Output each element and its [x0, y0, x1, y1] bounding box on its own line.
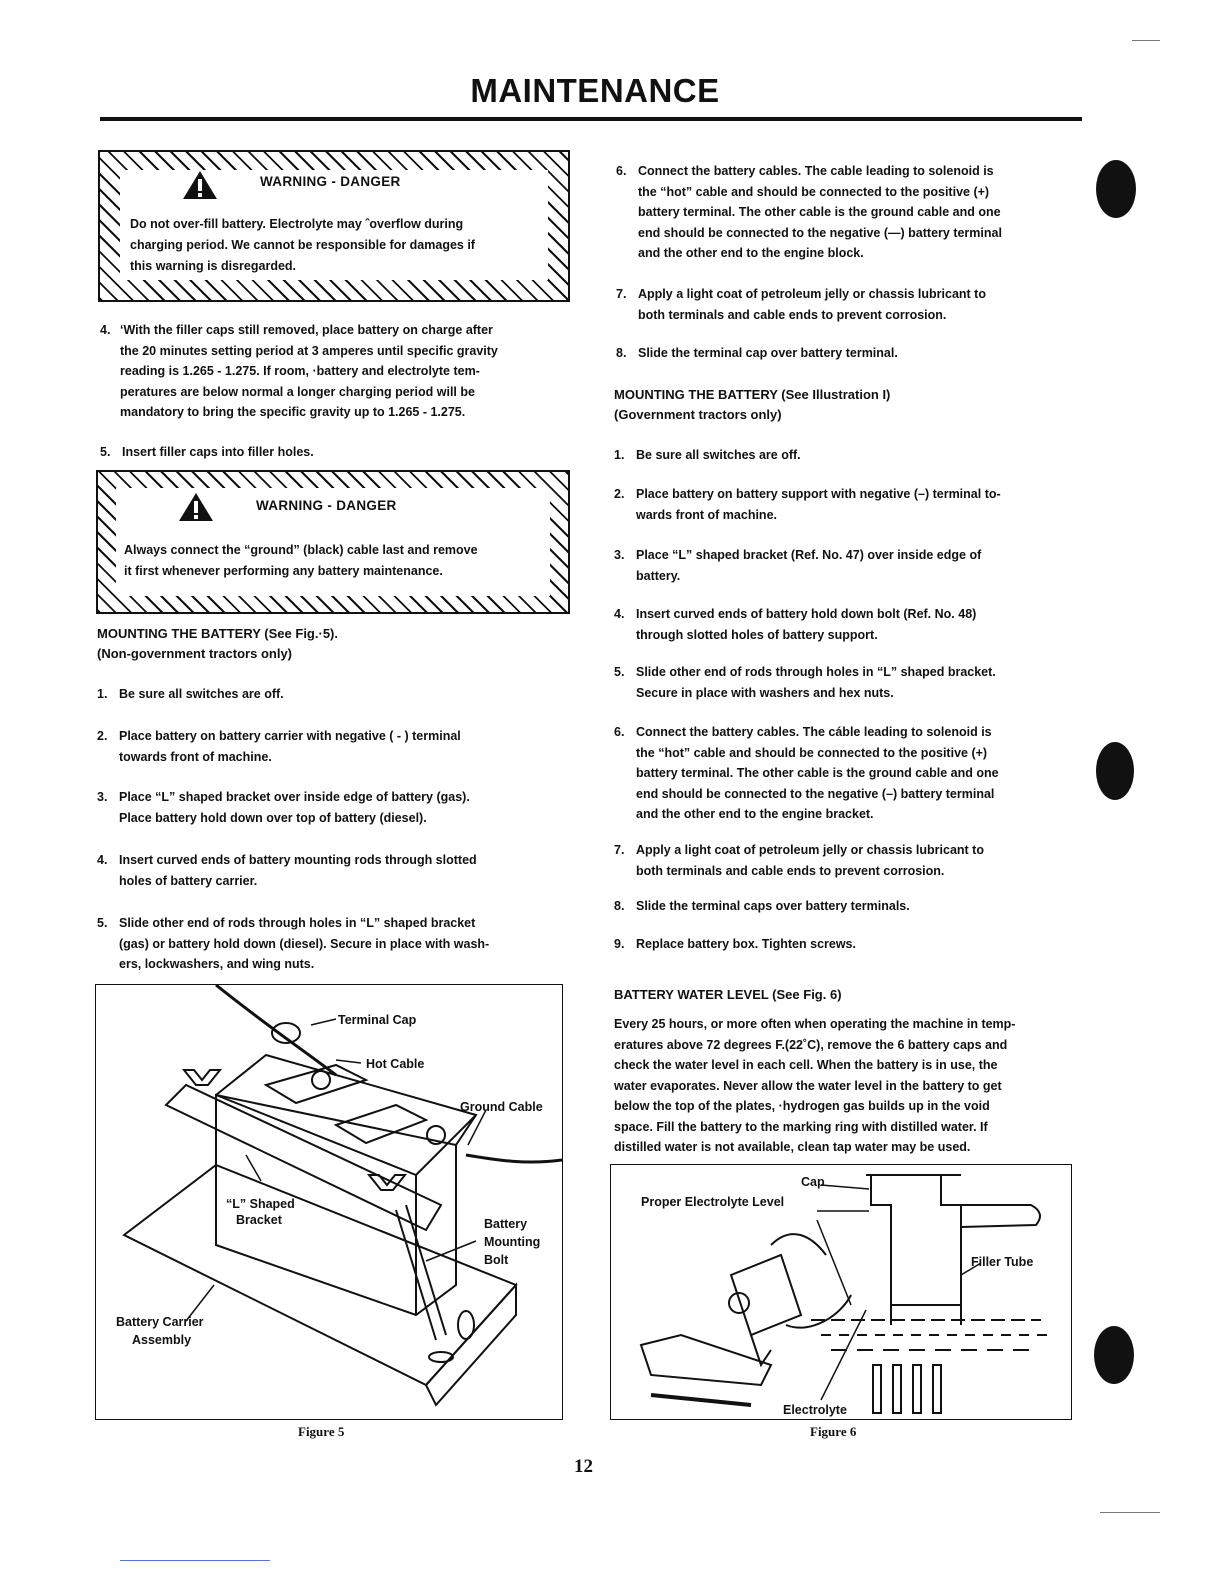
text-line: Insert curved ends of battery hold down bolt (Ref. No. 48): [636, 607, 977, 621]
label-mounting: Mounting: [484, 1235, 541, 1249]
text-line: Connect the battery cables. The cable leading to solenoid is: [638, 164, 994, 178]
battery-mounting-illustration: [96, 985, 562, 1419]
item-number: 1.: [614, 448, 625, 462]
label-bracket: Bracket: [236, 1213, 282, 1227]
text-line: Connect the battery cables. The cáble leading to solenoid is: [636, 725, 992, 739]
item-number: 5.: [100, 445, 111, 459]
warning-line: charging period. We cannot be responsible for damages if: [130, 238, 475, 252]
warning-panel: [120, 170, 548, 280]
text-line: Place battery hold down over top of battery (diesel).: [119, 810, 427, 825]
text-line: the “hot” cable and should be connected to the positive (+): [638, 184, 990, 199]
warning-panel: [116, 488, 550, 596]
section-heading: BATTERY WATER LEVEL (See Fig. 6): [614, 987, 842, 1002]
item-number: 1.: [97, 687, 108, 701]
item-number: 3.: [97, 790, 108, 804]
text-line: (gas) or battery hold down (diesel). Secure in place with wash-: [119, 936, 490, 951]
text-line: Slide other end of rods through holes in “L” shaped bracket: [119, 916, 476, 930]
warning-triangle-icon: [178, 492, 214, 522]
item-text: [636, 840, 984, 881]
text-line: Place battery on battery support with negative (–) terminal to-: [636, 487, 1001, 501]
item-text: [119, 787, 470, 828]
item-number: 8.: [616, 346, 627, 360]
text-line: space. Fill the battery to the marking ring with distilled water. If: [614, 1119, 988, 1134]
warning-line: Always connect the “ground” (black) cable last and remove: [124, 543, 478, 557]
item-text: [119, 913, 489, 975]
warning-box-overfill: [98, 150, 570, 302]
item-text: [636, 545, 981, 586]
text-line: holes of battery carrier.: [119, 873, 258, 888]
item-text: Insert filler caps into filler holes.: [122, 445, 314, 459]
text-line: Apply a light coat of petroleum jelly or chassis lubricant to: [638, 287, 986, 301]
text-line: both terminals and cable ends to prevent corrosion.: [636, 863, 945, 878]
item-number: 6.: [616, 164, 627, 178]
text-line: the “hot” cable and should be connected to the positive (+): [636, 745, 988, 760]
text-line: check the water level in each cell. When the battery is in use, the: [614, 1058, 998, 1072]
text-line: both terminals and cable ends to prevent corrosion.: [638, 307, 947, 322]
item-number: 2.: [614, 487, 625, 501]
text-line: and the other end to the engine bracket.: [636, 807, 874, 821]
text-line: distilled water is not available, clean tap water may be used.: [614, 1140, 971, 1154]
item-text: Replace battery box. Tighten screws.: [636, 937, 856, 951]
warning-title: WARNING - DANGER: [260, 174, 401, 189]
text-line: battery.: [636, 568, 681, 583]
item-number: 4.: [614, 607, 625, 621]
section-heading: [97, 624, 338, 664]
warning-text: [130, 214, 475, 277]
text-line: battery terminal. The other cable is the ground cable and one: [636, 766, 999, 780]
label-cap: Cap: [801, 1175, 825, 1189]
label-bolt: Bolt: [484, 1253, 509, 1267]
item-number: 5.: [614, 665, 625, 679]
item-number: 2.: [97, 729, 108, 743]
text-line: end should be connected to the negative (–) battery terminal: [636, 786, 995, 801]
text-line: Every 25 hours, or more often when operating the machine in temp-: [614, 1017, 1016, 1031]
label-assembly: Assembly: [132, 1333, 192, 1347]
figure-5-caption: Figure 5: [298, 1424, 345, 1439]
scan-speck: [1100, 1512, 1160, 1513]
page-title: MAINTENANCE: [470, 72, 720, 109]
label-l-shaped: “L” Shaped: [226, 1197, 295, 1211]
item-text: Slide the terminal caps over battery terminals.: [636, 899, 910, 913]
text-line: Place battery on battery carrier with negative ( - ) terminal: [119, 729, 461, 743]
text-line: end should be connected to the negative (—) battery terminal: [638, 225, 1002, 240]
binder-hole-mark: [1096, 160, 1136, 218]
heading-line: MOUNTING THE BATTERY (See Illustration I): [614, 387, 891, 402]
label-hot-cable: Hot Cable: [366, 1057, 425, 1071]
text-line: the 20 minutes setting period at 3 amperes until specific gravity: [120, 343, 498, 358]
text-line: ers, lockwashers, and wing nuts.: [119, 957, 315, 971]
text-line: through slotted holes of battery support.: [636, 627, 878, 642]
text-line: reading is 1.265 - 1.275. If room, ·battery and electrolyte tem-: [120, 364, 480, 378]
text-line: Slide other end of rods through holes in “L” shaped bracket.: [636, 665, 996, 679]
heading-subline: (Government tractors only): [614, 407, 782, 422]
item-number: 8.: [614, 899, 625, 913]
text-line: Place “L” shaped bracket over inside edge of battery (gas).: [119, 790, 470, 804]
label-terminal-cap: Terminal Cap: [338, 1013, 417, 1027]
item-number: 7.: [616, 287, 627, 301]
warning-triangle-icon: [182, 170, 218, 200]
scan-speck: [1132, 40, 1160, 41]
text-line: Place “L” shaped bracket (Ref. No. 47) over inside edge of: [636, 548, 982, 562]
warning-title: WARNING - DANGER: [256, 498, 397, 513]
text-line: Insert curved ends of battery mounting rods through slotted: [119, 853, 477, 867]
text-line: wards front of machine.: [636, 507, 777, 522]
item-number: 7.: [614, 843, 625, 857]
text-line: ‘With the filler caps still removed, place battery on charge after: [120, 323, 493, 337]
item-number: 5.: [97, 916, 108, 930]
text-line: battery terminal. The other cable is the ground cable and one: [638, 205, 1001, 219]
title-rule: [100, 117, 1082, 121]
text-line: Secure in place with washers and hex nuts.: [636, 685, 894, 700]
item-text: [636, 662, 996, 703]
item-text: [636, 484, 1001, 525]
item-number: 6.: [614, 725, 625, 739]
page-number: 12: [574, 1456, 593, 1477]
figure-6-caption: Figure 6: [810, 1424, 857, 1439]
label-ground-cable: Ground Cable: [460, 1100, 543, 1114]
label-filler-tube: Filler Tube: [971, 1255, 1034, 1269]
item-number: 4.: [100, 323, 111, 337]
figure-5-battery-mounting: [95, 984, 563, 1420]
label-battery-carrier: Battery Carrier: [116, 1315, 204, 1329]
item-text: [120, 320, 498, 423]
warning-line: Do not over-fill battery. Electrolyte may ˆoverflow during: [130, 217, 464, 231]
figure-6-water-level: [610, 1164, 1072, 1420]
item-text: Be sure all switches are off.: [636, 448, 801, 462]
item-number: 4.: [97, 853, 108, 867]
item-text: [636, 604, 976, 645]
item-text: [638, 284, 986, 325]
warning-text: [124, 540, 478, 582]
heading-subline: (Non-government tractors only): [97, 646, 293, 661]
text-line: Apply a light coat of petroleum jelly or chassis lubricant to: [636, 843, 984, 857]
label-electrolyte: Electrolyte: [783, 1403, 847, 1417]
text-line: towards front of machine.: [119, 749, 272, 764]
item-number: 9.: [614, 937, 625, 951]
warning-line: this warning is disregarded.: [130, 259, 297, 273]
warning-line: it first whenever performing any battery maintenance.: [124, 564, 443, 578]
item-text: [638, 161, 1002, 264]
item-text: [119, 850, 477, 891]
text-line: mandatory to bring the specific gravity up to 1.265 - 1.275.: [120, 405, 466, 419]
heading-line: MOUNTING THE BATTERY (See Fig.·5).: [97, 626, 338, 641]
binder-hole-mark: [1096, 742, 1134, 800]
item-text: Be sure all switches are off.: [119, 687, 284, 701]
water-level-paragraph: [614, 1014, 1084, 1158]
item-number: 3.: [614, 548, 625, 562]
item-text: [636, 722, 999, 825]
item-text: [119, 726, 461, 767]
text-line: water evaporates. Never allow the water level in the battery to get: [614, 1078, 1002, 1093]
label-proper-electrolyte-level: Proper Electrolyte Level: [641, 1195, 785, 1209]
section-heading: [614, 385, 890, 425]
warning-box-ground-cable: [96, 470, 570, 614]
item-text: Slide the terminal cap over battery terminal.: [638, 346, 898, 360]
text-line: below the top of the plates, ·hydrogen gas builds up in the void: [614, 1099, 990, 1113]
text-line: peratures are below normal a longer charging period will be: [120, 384, 475, 399]
text-line: eratures above 72 degrees F.(22˚C), remove the 6 battery caps and: [614, 1037, 1008, 1052]
text-line: and the other end to the engine block.: [638, 246, 864, 260]
scan-speck: [120, 1560, 270, 1561]
label-battery: Battery: [484, 1217, 528, 1231]
binder-hole-mark: [1094, 1326, 1134, 1384]
